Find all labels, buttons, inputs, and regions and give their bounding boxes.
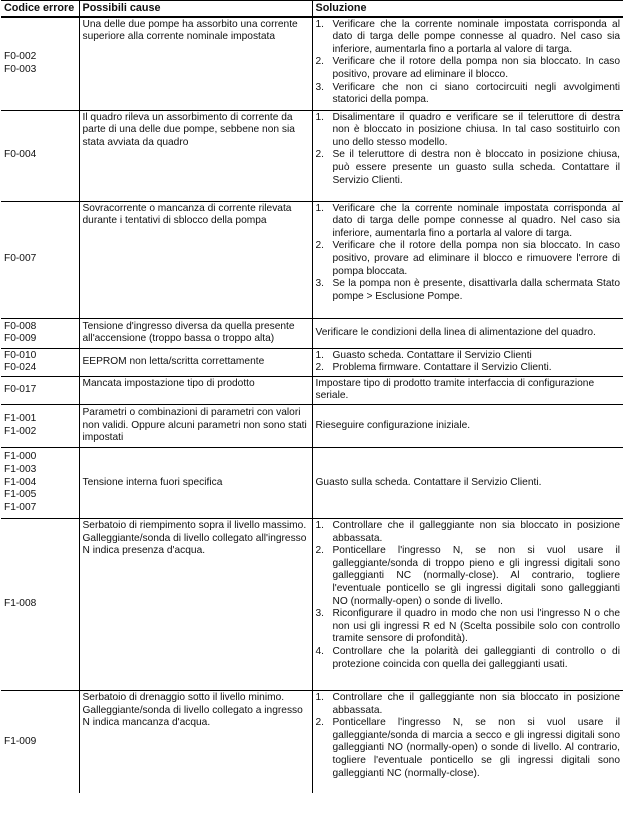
cause-cell: Mancata impostazione tipo di prodotto bbox=[79, 376, 312, 404]
cause-cell: Serbatoio di riempimento sopra il livello massimo. Galleggiante/sonda di livello collegato all'ingresso N indica presenza d'acqua. bbox=[79, 518, 312, 690]
error-code-cell bbox=[1, 404, 79, 447]
solution-step: 1. Guasto scheda. Contattare il Servizio Clienti bbox=[315, 349, 532, 361]
table-row bbox=[1, 404, 623, 447]
error-code-cell bbox=[1, 376, 79, 404]
solution-step: 2. Verificare che il rotore della pompa non sia bloccato. In caso positivo, provare ad eliminare il blocco. bbox=[315, 56, 620, 80]
table-row bbox=[1, 518, 623, 690]
solution-step: 4. Controllare che la polarità dei galleggianti di controllo o di protezione coincida con quella dei galleggianti usati. bbox=[315, 645, 620, 670]
cause-cell: EEPROM non letta/scritta correttamente bbox=[79, 348, 312, 376]
solution-cell: Impostare tipo di prodotto tramite interfaccia di configurazione seriale. bbox=[312, 376, 623, 404]
error-code: F0-010 bbox=[4, 349, 37, 361]
table-row bbox=[1, 376, 623, 404]
solution-step: 1. Disalimentare il quadro e verificare se il teleruttore di destra non è bloccato in posizione chiusa. In tal caso sostituirlo con uno dello stesso modello. bbox=[315, 111, 620, 148]
header-error-code: Codice errore bbox=[1, 1, 79, 17]
solution-step: 2. Verificare che il rotore della pompa non sia bloccato. In caso positivo, provare ad eliminare il blocco e rimuovere l'errore di pompa bloccata. bbox=[315, 240, 620, 277]
solution-step: 2. Ponticellare l'ingresso N, se non si vuol usare il galleggiante/sonda di marcia a secco e gli ingressi digitali sono galleggianti NO (normally-open) o sonde di livello. Al contrario, togliere l'eventuale ponticello se gli ingressi digitali sono galleggianti NC (normally-close). bbox=[315, 717, 620, 779]
table-row bbox=[1, 690, 623, 793]
solution-step: 1. Verificare che la corrente nominale impostata corrisponda al dato di targa delle pompe connesse al quadro. Nel caso sia inferiore, aumentarla fino a portarla al valore di targa. bbox=[315, 202, 620, 239]
solution-cell bbox=[312, 201, 623, 318]
error-code-cell bbox=[1, 17, 79, 111]
table-header-row bbox=[1, 1, 623, 17]
solution-step: 1. Controllare che il galleggiante non sia bloccato in posizione abbassata. bbox=[315, 519, 620, 544]
error-code: F0-009 bbox=[4, 333, 37, 345]
table-row bbox=[1, 17, 623, 111]
cause-cell: Il quadro rileva un assorbimento di corrente da parte di una delle due pompe, sebbene non sia stata avviata da quadro bbox=[79, 110, 312, 201]
error-code: F1-005 bbox=[4, 489, 37, 501]
table-row bbox=[1, 201, 623, 318]
table-row bbox=[1, 348, 623, 376]
error-code-cell bbox=[1, 690, 79, 793]
solution-cell bbox=[312, 518, 623, 690]
error-code-cell bbox=[1, 201, 79, 318]
error-code: F1-002 bbox=[4, 425, 37, 437]
table-row bbox=[1, 447, 623, 518]
error-code: F1-007 bbox=[4, 501, 37, 513]
header-possible-causes: Possibili cause bbox=[79, 1, 312, 17]
error-code-cell bbox=[1, 447, 79, 518]
error-code: F0-004 bbox=[4, 149, 37, 161]
solution-step: 1. Controllare che il galleggiante non sia bloccato in posizione abbassata. bbox=[315, 691, 620, 716]
solution-cell: Rieseguire configurazione iniziale. bbox=[312, 404, 623, 447]
error-code-cell bbox=[1, 348, 79, 376]
solution-step: 3. Riconfigurare il quadro in modo che non usi l'ingresso N o che non usi gli ingressi R ed N (Scelta possibile solo con controllo tramite sensore di profondità). bbox=[315, 608, 620, 645]
solution-step: 3. Verificare che non ci siano cortocircuiti negli avvolgimenti statorici della pompa. bbox=[315, 81, 620, 106]
error-codes-table bbox=[1, 0, 623, 793]
error-code: F1-003 bbox=[4, 464, 37, 476]
solution-step: 2. Problema firmware. Contattare il Servizio Clienti. bbox=[315, 362, 552, 374]
error-code-cell bbox=[1, 110, 79, 201]
cause-cell: Tensione d'ingresso diversa da quella presente all'accensione (troppo bassa o troppo alta) bbox=[79, 318, 312, 348]
cause-cell: Sovracorrente o mancanza di corrente rilevata durante i tentativi di sblocco della pompa bbox=[79, 201, 312, 318]
error-code: F0-007 bbox=[4, 253, 37, 265]
error-code: F1-004 bbox=[4, 476, 37, 488]
cause-cell: Serbatoio di drenaggio sotto il livello minimo. Galleggiante/sonda di livello collegato a ingresso N indica mancanza d'acqua. bbox=[79, 690, 312, 793]
solution-cell bbox=[312, 348, 623, 376]
cause-cell: Parametri o combinazioni di parametri con valori non validi. Oppure alcuni parametri non sono stati impostati bbox=[79, 404, 312, 447]
solution-cell bbox=[312, 690, 623, 793]
error-code: F0-002 bbox=[4, 51, 37, 62]
error-code: F0-008 bbox=[4, 320, 37, 332]
solution-step: 1. Verificare che la corrente nominale impostata corrisponda al dato di targa delle pompe connesse al quadro. Nel caso sia inferiore, aumentarla fino a portarla al valore di targa. bbox=[315, 18, 620, 55]
table-row bbox=[1, 318, 623, 348]
error-code: F0-024 bbox=[4, 362, 37, 374]
error-code: F1-000 bbox=[4, 451, 37, 463]
solution-cell bbox=[312, 17, 623, 111]
error-code: F1-009 bbox=[4, 735, 37, 747]
solution-step: 2. Ponticellare l'ingresso N, se non si vuol usare il galleggiante/sonda di troppo pieno e gli ingressi digitali sono galleggianti NC (normally-close). Al contrario, togliere l'eventuale ponticello se gli ingressi digitali sono galleggianti NO (normally-open) o sonde di livello. bbox=[315, 545, 620, 607]
solution-step: 2. Se il teleruttore di destra non è bloccato in posizione chiusa, può essere presente un guasto sulla scheda. Contattare il Servizio Clienti. bbox=[315, 149, 620, 186]
error-code: F0-017 bbox=[4, 384, 37, 396]
error-code: F1-001 bbox=[4, 413, 37, 425]
error-code-cell bbox=[1, 318, 79, 348]
error-code: F0-003 bbox=[4, 63, 37, 75]
error-code: F1-008 bbox=[4, 598, 37, 610]
cause-cell: Tensione interna fuori specifica bbox=[79, 447, 312, 518]
solution-cell: Guasto sulla scheda. Contattare il Servizio Clienti. bbox=[312, 447, 623, 518]
solution-step: 3. Se la pompa non è presente, disattivarla dalla schermata Stato pompe > Esclusione Pompe. bbox=[315, 278, 620, 302]
table-row bbox=[1, 110, 623, 201]
cause-cell: Una delle due pompe ha assorbito una corrente superiore alla corrente nominale impostata bbox=[79, 17, 312, 111]
error-code-cell bbox=[1, 518, 79, 690]
header-solution: Soluzione bbox=[312, 1, 623, 17]
solution-cell bbox=[312, 110, 623, 201]
solution-cell: Verificare le condizioni della linea di alimentazione del quadro. bbox=[312, 318, 623, 348]
